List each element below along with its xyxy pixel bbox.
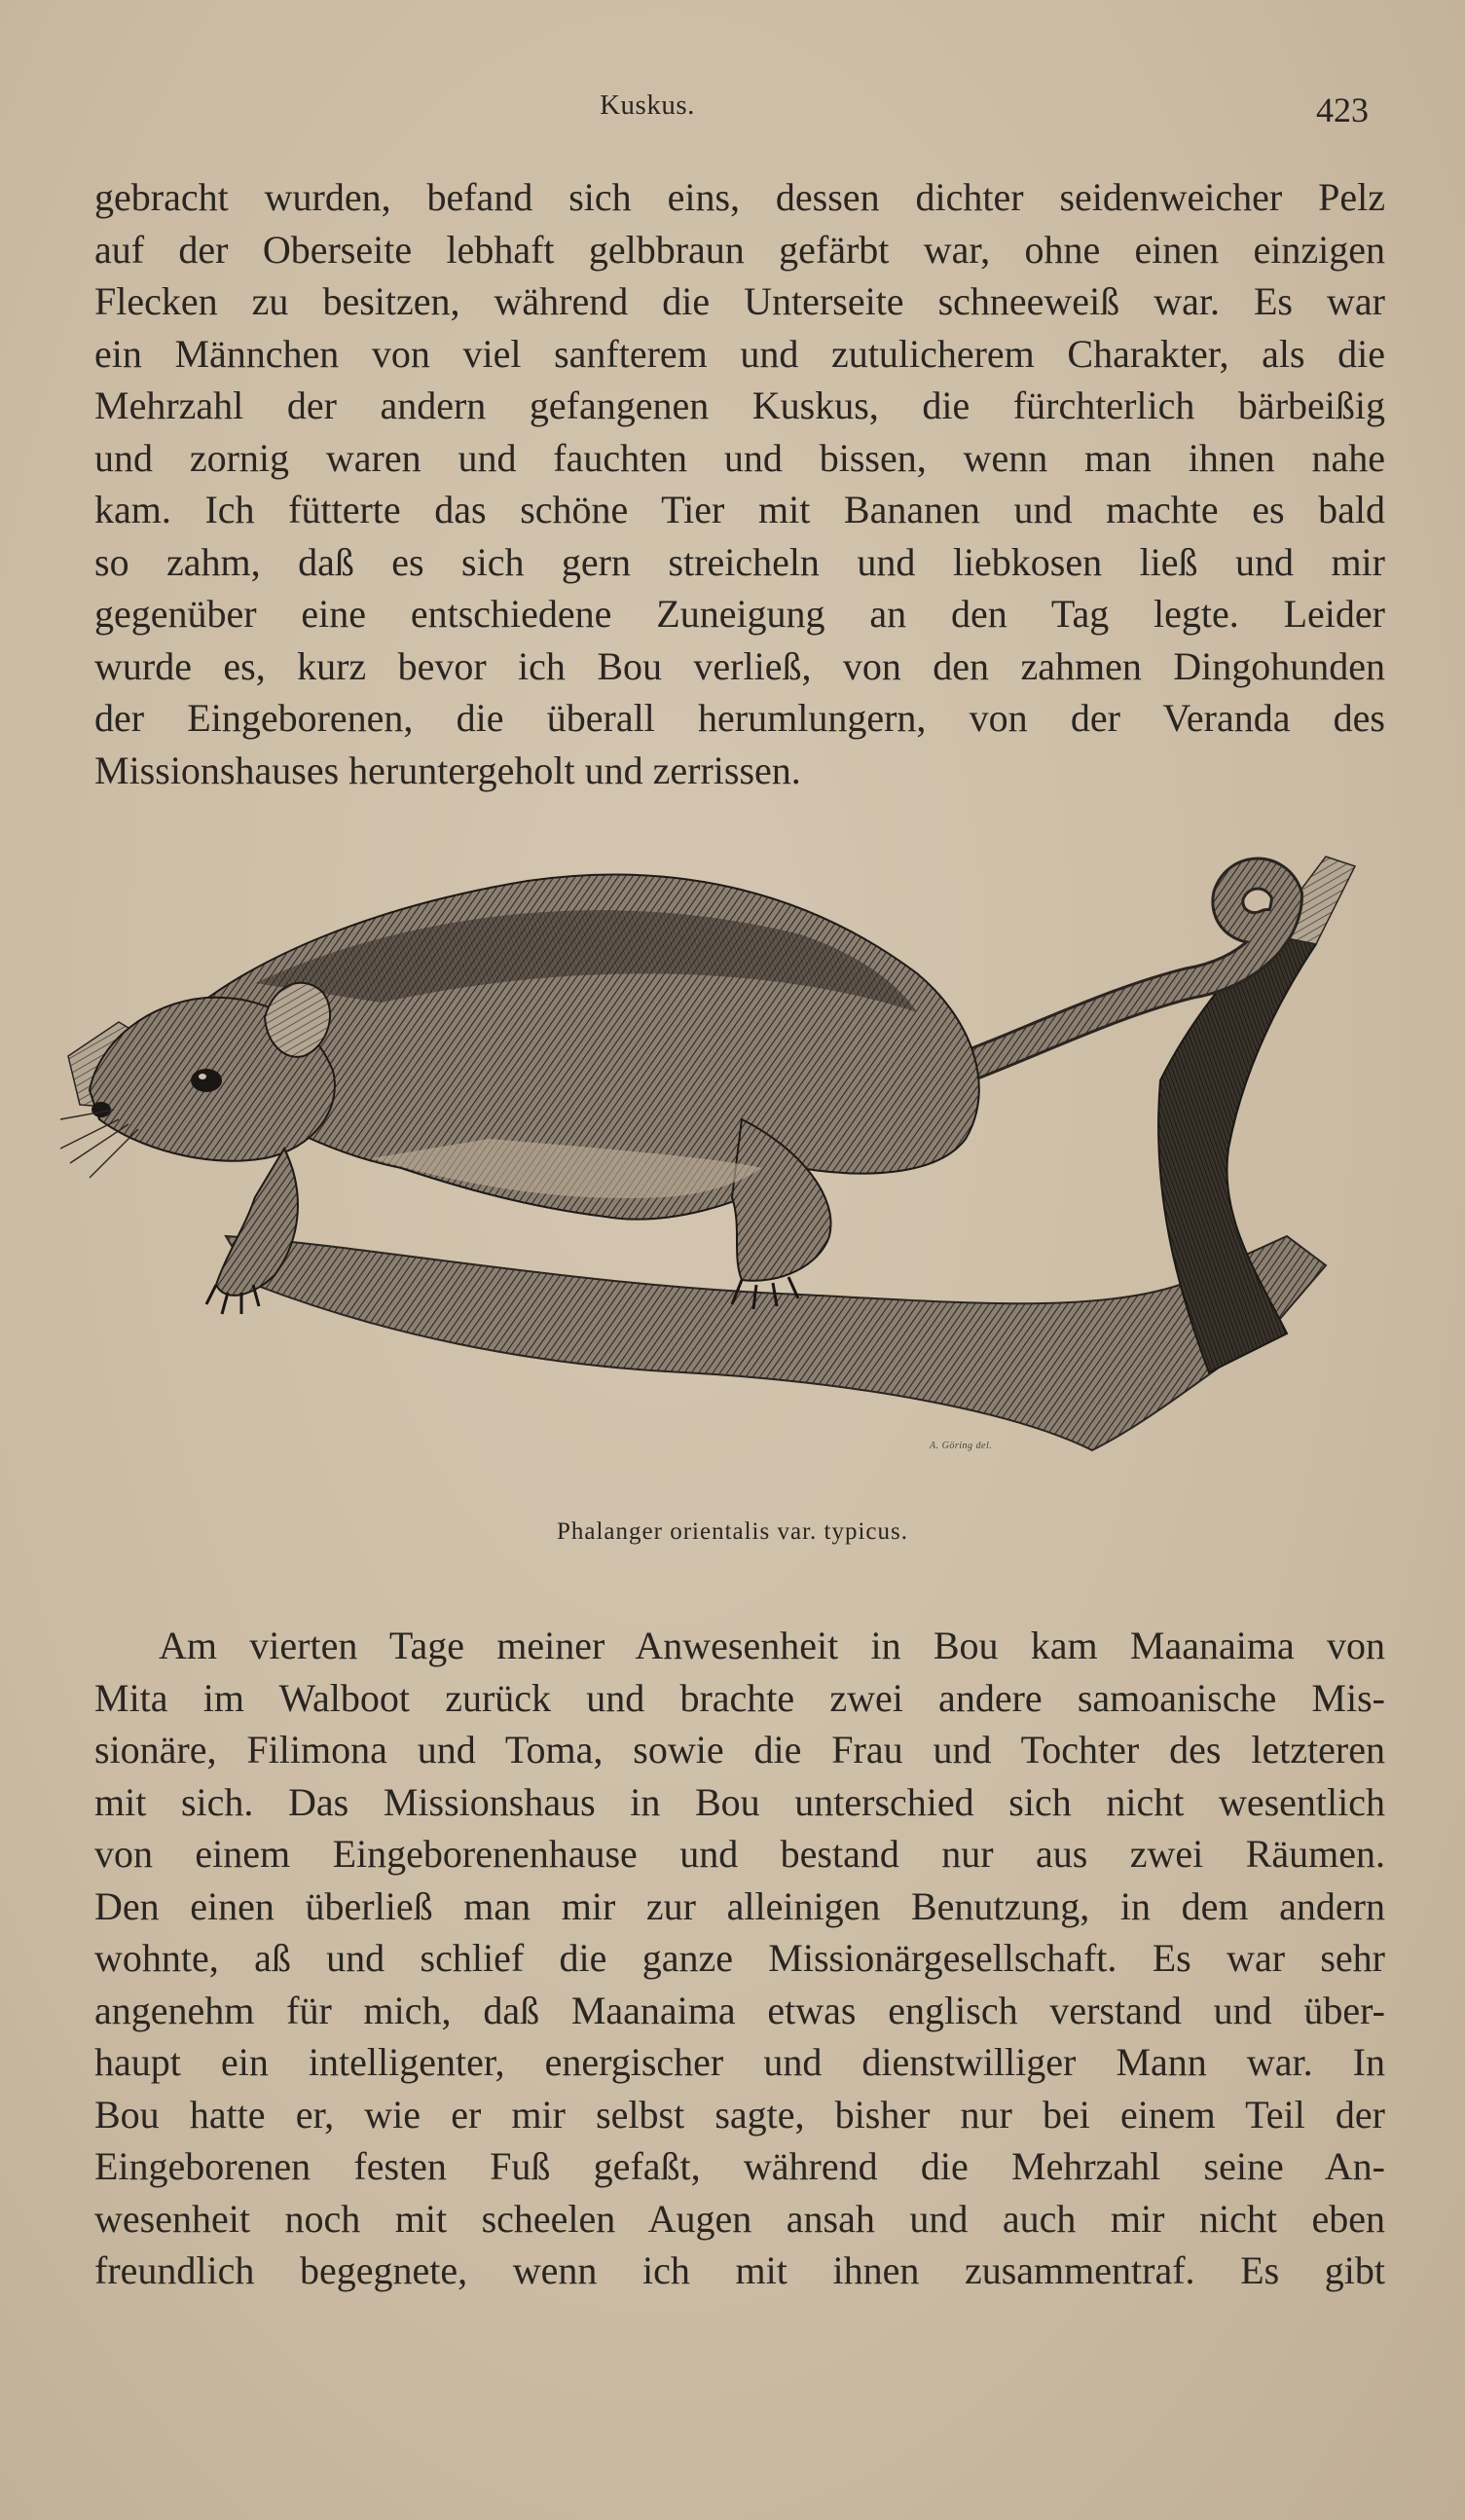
page-number: 423 xyxy=(1316,91,1369,129)
cuscus-engraving xyxy=(60,827,1423,1489)
text-line: Bou hatte er, wie er mir selbst sagte, bisher nur bei einem Teil der xyxy=(94,2092,1385,2137)
text-line: Flecken zu besitzen, während die Unterseite schneeweiß war. Es war xyxy=(94,279,1385,323)
text-line: von einem Eingeborenenhause und bestand nur aus zwei Räumen. xyxy=(94,1832,1385,1876)
paragraph-2 xyxy=(94,1620,1385,2297)
text-line: ein Männchen von viel sanfterem und zutulicherem Charakter, als die xyxy=(94,331,1385,376)
text-line: wurde es, kurz bevor ich Bou verließ, von den zahmen Dingohunden xyxy=(94,643,1385,688)
text-line: Am vierten Tage meiner Anwesenheit in Bou kam Maanaima von xyxy=(159,1624,1385,1667)
text-line: sionäre, Filimona und Toma, sowie die Frau und Tochter des letzteren xyxy=(94,1728,1385,1771)
text-line: wesenheit noch mit scheelen Augen ansah und auch mir nicht eben xyxy=(94,2196,1385,2241)
artist-signature: A. Göring del. xyxy=(930,1441,993,1451)
text-line: Den einen überließ man mir zur alleinigen Benutzung, in dem andern xyxy=(94,1883,1385,1928)
text-line: auf der Oberseite lebhaft gelbbraun gefärbt war, ohne einen einzigen xyxy=(94,227,1385,272)
text-line: gebracht wurden, befand sich eins, dessen dichter seidenweicher Pelz xyxy=(94,175,1385,219)
text-line: haupt ein intelligenter, energischer und dienstwilliger Mann war. In xyxy=(94,2040,1385,2084)
text-line: Mita im Walboot zurück und brachte zwei andere samoanische Mis- xyxy=(94,1675,1385,1720)
phalanger-illustration xyxy=(60,827,1423,1489)
text-line: und zornig waren und fauchten und bissen, wenn man ihnen nahe xyxy=(94,435,1385,480)
text-line: mit sich. Das Missionshaus in Bou unterschied sich nicht wesentlich xyxy=(94,1779,1385,1824)
text-line: Eingeborenen festen Fuß gefaßt, während die Mehrzahl seine An- xyxy=(94,2144,1385,2188)
paragraph-1 xyxy=(94,171,1385,796)
running-head xyxy=(0,90,1465,128)
text-line: wohnte, aß und schlief die ganze Missionärgesellschaft. Es war sehr xyxy=(94,1936,1385,1980)
text-line: so zahm, daß es sich gern streicheln und liebkosen ließ und mir xyxy=(94,539,1385,584)
text-line: gegenüber eine entschiedene Zuneigung an den Tag legte. Leider xyxy=(94,592,1385,636)
text-line: angenehm für mich, daß Maanaima etwas englisch verstand und über- xyxy=(94,1988,1385,2032)
figure-caption: Phalanger orientalis var. typicus. xyxy=(556,1518,908,1545)
text-line: kam. Ich fütterte das schöne Tier mit Bananen und machte es bald xyxy=(94,488,1385,531)
cuscus-eye xyxy=(191,1069,222,1092)
text-line: Mehrzahl der andern gefangenen Kuskus, die fürchterlich bärbeißig xyxy=(94,383,1385,427)
text-line: Missionshauses heruntergeholt und zerrissen. xyxy=(94,748,801,792)
running-title: Kuskus. xyxy=(600,90,695,121)
text-line: freundlich begegnete, wenn ich mit ihnen zusammentraf. Es gibt xyxy=(94,2248,1385,2292)
text-line: der Eingeborenen, die überall herumlungern, von der Veranda des xyxy=(94,696,1385,740)
